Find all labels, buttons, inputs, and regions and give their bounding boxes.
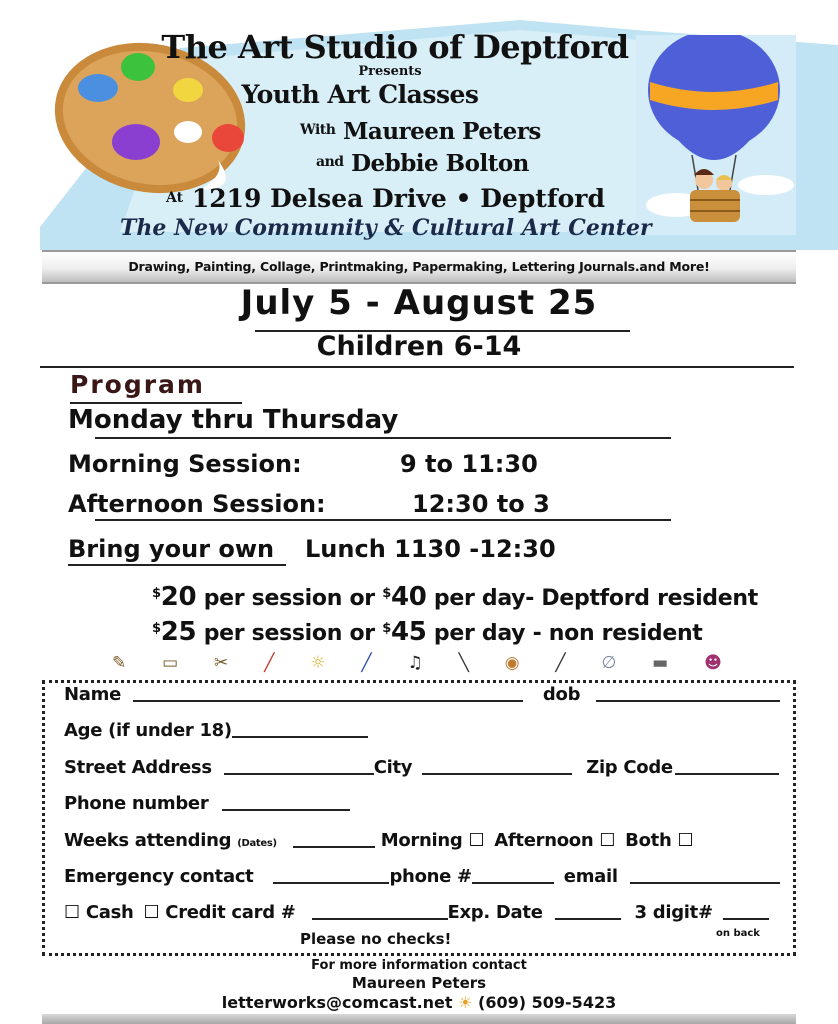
program-days: Monday thru Thursday (68, 405, 399, 435)
credit-card-label: Credit card # (165, 902, 296, 923)
address-line (166, 184, 605, 213)
form-row-address (64, 757, 779, 778)
at-word: At (166, 190, 184, 206)
contact-name: Maureen Peters (351, 974, 487, 992)
non-resident-session-price: 25 (160, 617, 197, 647)
instructor-2: Debbie Bolton (351, 150, 529, 177)
weeks-dates-note: (Dates) (237, 838, 277, 849)
emergency-contact-field[interactable] (273, 868, 389, 884)
contact-email[interactable]: letterworks@comcast.net (221, 993, 453, 1012)
street-address-field[interactable] (224, 759, 374, 775)
lightbulb-icon: ☼ (310, 653, 326, 673)
currency-symbol: $ (382, 621, 391, 636)
studio-name: The Art Studio of Deptford (161, 28, 629, 66)
credit-card-checkbox[interactable]: ☐ (143, 902, 160, 923)
phone-number-label: Phone number (64, 793, 209, 814)
pencil-icon: ✎ (112, 653, 127, 673)
divider (40, 366, 794, 368)
zip-code-label: Zip Code (586, 757, 673, 778)
morning-session-label: Morning Session: (68, 450, 302, 478)
cash-checkbox[interactable]: ☐ (64, 902, 80, 923)
city-label: City (373, 757, 413, 778)
and-word: and (316, 154, 344, 170)
morning-checkbox[interactable]: ☐ (468, 830, 485, 851)
non-resident-session-text: per session or (203, 621, 375, 646)
paperclip-icon: ∅ (601, 653, 617, 673)
currency-symbol: $ (152, 586, 161, 601)
form-row-payment (64, 902, 769, 923)
age-label: Age (if under 18) (64, 720, 232, 741)
form-row-name (64, 684, 780, 705)
resident-pricing (152, 582, 758, 612)
cash-label: Cash (85, 902, 134, 923)
emergency-contact-label: Emergency contact (64, 866, 254, 887)
morning-option-label: Morning (380, 830, 463, 851)
divider (68, 564, 286, 566)
afternoon-session-time: 12:30 to 3 (412, 490, 550, 518)
afternoon-session-label: Afternoon Session: (68, 490, 326, 518)
security-code-label: 3 digit# (634, 902, 713, 923)
presents-text: Presents (358, 64, 422, 79)
form-row-emergency (64, 866, 780, 887)
afternoon-option-label: Afternoon (494, 830, 594, 851)
security-code-field[interactable] (723, 904, 769, 920)
dob-field[interactable] (596, 686, 780, 702)
stapler-icon: ▬ (652, 653, 669, 673)
morning-session-time: 9 to 11:30 (400, 450, 538, 478)
activities-banner: Drawing, Painting, Collage, Printmaking, Papermaking, Lettering Journals.and More! (42, 250, 796, 284)
quill-icon: ╱ (555, 653, 566, 673)
palette-icon: ◉ (504, 653, 520, 673)
music-notes-icon: ♫ (407, 653, 423, 673)
more-info-text: For more information contact (311, 958, 527, 973)
age-range: Children 6-14 (316, 331, 522, 362)
form-row-weeks (64, 830, 693, 851)
instructor-2-line (316, 150, 529, 177)
credit-card-field[interactable] (312, 904, 448, 920)
divider (95, 519, 671, 521)
exp-date-field[interactable] (555, 904, 621, 920)
resident-session-text: per session or (203, 586, 375, 611)
resident-day-price: 40 (390, 582, 427, 612)
brush-icon: ╱ (361, 653, 372, 673)
header (0, 0, 838, 250)
pen-icon: ╲ (458, 653, 469, 673)
form-row-phone (64, 793, 350, 814)
sun-icon: ☀ (458, 993, 473, 1012)
non-resident-day-text: per day - non resident (433, 621, 703, 646)
non-resident-day-price: 45 (390, 617, 427, 647)
instructor-1: Maureen Peters (342, 118, 541, 145)
address: 1219 Delsea Drive • Deptford (191, 184, 605, 213)
class-title: Youth Art Classes (241, 80, 479, 109)
theater-masks-icon: ☻ (704, 653, 722, 673)
divider (70, 402, 242, 404)
scissors-icon: ✂ (214, 653, 229, 673)
instructor-1-line (300, 118, 541, 145)
art-supplies-icon-strip (112, 650, 722, 676)
both-option-label: Both (625, 830, 672, 851)
afternoon-checkbox[interactable]: ☐ (599, 830, 616, 851)
email-field[interactable] (630, 868, 780, 884)
name-field[interactable] (133, 686, 523, 702)
paper-icon: ▭ (162, 653, 179, 673)
program-heading: Program (70, 370, 205, 399)
with-word: With (300, 122, 336, 138)
resident-session-price: 20 (160, 582, 197, 612)
lunch-label: Bring your own (68, 535, 275, 563)
date-range: July 5 - August 25 (240, 283, 598, 323)
bottom-bar (42, 1014, 796, 1024)
email-label: email (563, 866, 618, 887)
zip-code-field[interactable] (675, 759, 779, 775)
name-label: Name (64, 684, 121, 705)
exp-date-label: Exp. Date (447, 902, 543, 923)
weeks-attending-field[interactable] (293, 832, 375, 848)
phone-number-field[interactable] (222, 795, 350, 811)
form-row-age (64, 720, 368, 741)
no-checks-note: Please no checks! (300, 930, 452, 948)
on-back-note: on back (716, 928, 760, 939)
divider (95, 437, 671, 439)
currency-symbol: $ (382, 586, 391, 601)
contact-phone: (609) 509-5423 (478, 993, 617, 1012)
contact-info (0, 993, 838, 1012)
marker-icon: ╱ (264, 653, 275, 673)
street-address-label: Street Address (64, 757, 212, 778)
weeks-attending-label: Weeks attending (64, 830, 232, 851)
city-field[interactable] (422, 759, 572, 775)
dob-label: dob (542, 684, 581, 705)
resident-day-text: per day- Deptford resident (433, 586, 758, 611)
lunch-time: Lunch 1130 -12:30 (305, 535, 556, 563)
both-checkbox[interactable]: ☐ (677, 830, 694, 851)
emergency-phone-label: phone # (389, 866, 472, 887)
currency-symbol: $ (152, 621, 161, 636)
non-resident-pricing (152, 617, 703, 647)
age-field[interactable] (232, 722, 368, 738)
venue-name: The New Community & Cultural Art Center (120, 215, 652, 241)
emergency-phone-field[interactable] (472, 868, 554, 884)
hot-air-balloon-icon (636, 35, 796, 235)
